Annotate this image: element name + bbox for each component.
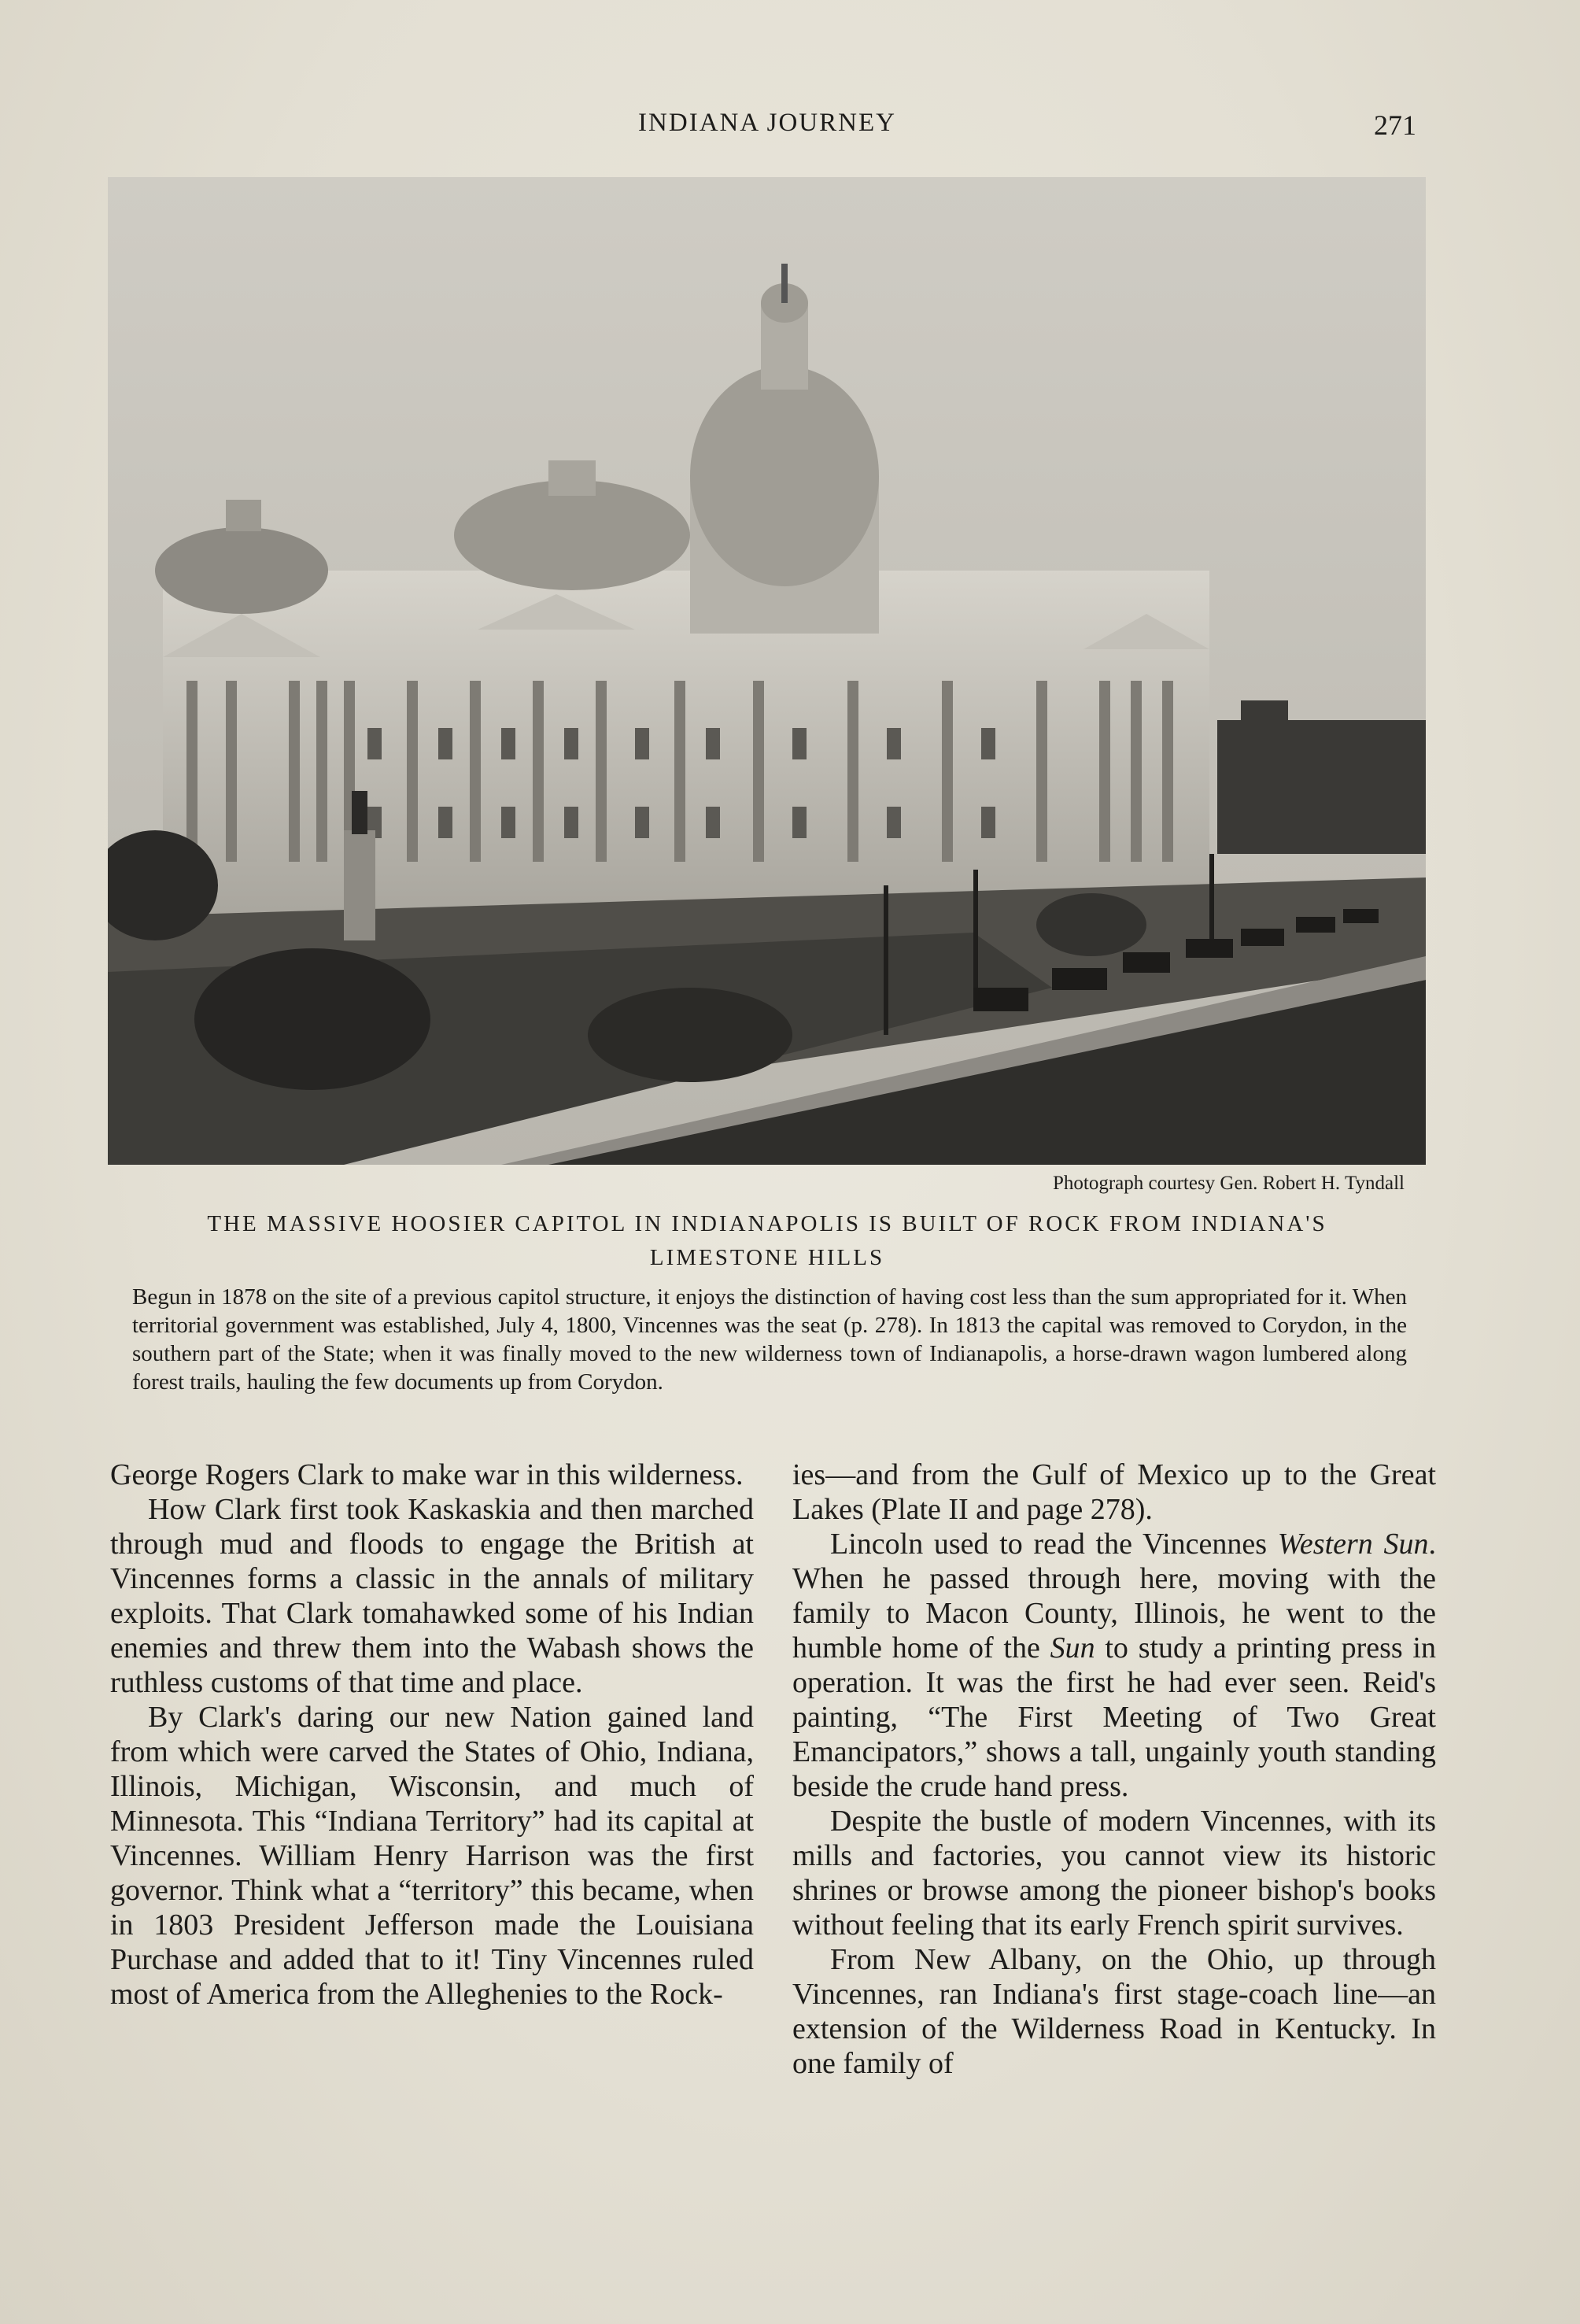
left-paragraph-1: George Rogers Clark to make war in this wilderness. xyxy=(110,1458,744,1491)
running-head: INDIANA JOURNEY xyxy=(638,109,896,137)
left-paragraph-2: How Clark first took Kaskaskia and then marched through mud and floods to engage the British at Vincennes forms a classic in the annals of military exploits. That Clark tomahawked some of his Indian enemies and threw them into the Wabash shows the ruthless customs of that time and place. xyxy=(110,1493,754,1699)
right-paragraph-2-text-c: to study a printing press in operation. It was the first he had ever seen. Reid's painting, “The First Meeting of Two Great Emancipators,” shows a tall, ungainly youth standing beside the crude hand press. xyxy=(792,1631,1436,1803)
right-paragraph-2-text-b: . When he passed through here, moving with the family to Macon County, Illinois, he went to the humble home of the xyxy=(792,1528,1436,1664)
photo-credit: Photograph courtesy Gen. Robert H. Tyndall xyxy=(1052,1173,1405,1194)
capitol-photograph xyxy=(108,177,1426,1165)
caption-body: Begun in 1878 on the site of a previous capitol structure, it enjoys the distinction of having cost less than the sum appropriated for it. When territorial government was established, July 4, 1800, Vincennes was the seat (p. 278). In 1813 the capital was removed to Corydon, in the southern part of the State; when it was finally moved to the new wilderness town of Indianapolis, a horse-drawn wagon lumbered along forest trails, hauling the few documents up from Corydon. xyxy=(132,1284,1407,1395)
right-paragraph-2-text-a: Lincoln used to read the Vincennes xyxy=(830,1528,1278,1561)
newspaper-title-western-sun: Western Sun xyxy=(1277,1528,1429,1561)
page-header xyxy=(0,109,1580,156)
left-column xyxy=(110,1458,754,2012)
caption-title: THE MASSIVE HOOSIER CAPITOL IN INDIANAPOLIS IS BUILT OF ROCK FROM INDIANA'S LIMESTONE HILLS xyxy=(207,1211,1327,1270)
right-paragraph-4: From New Albany, on the Ohio, up through Vincennes, ran Indiana's first stage-coach line—an extension of the Wilderness Road in Kentucky. In one family of xyxy=(792,1943,1436,2080)
left-paragraph-3: By Clark's daring our new Nation gained land from which were carved the States of Ohio, Indiana, Illinois, Michigan, Wisconsin, and much of Minnesota. This “Indiana Territory” had its capital at Vincennes. William Henry Harrison was the first governor. Think what a “territory” this became, when in 1803 President Jefferson made the Louisiana Purchase and added that to it! Tiny Vincennes ruled most of America from the Alleghenies to the Rock- xyxy=(110,1701,754,2011)
right-paragraph-2 xyxy=(792,1527,1436,1804)
newspaper-title-sun: Sun xyxy=(1050,1631,1095,1664)
right-paragraph-1: ies—and from the Gulf of Mexico up to the Great Lakes (Plate II and page 278). xyxy=(792,1458,1436,1526)
right-paragraph-3: Despite the bustle of modern Vincennes, with its mills and factories, you cannot view its historic shrines or browse among the pioneer bishop's books without feeling that its early French spirit survives. xyxy=(792,1805,1436,1942)
right-column xyxy=(792,1458,1436,2081)
page-number: 271 xyxy=(1374,109,1416,141)
